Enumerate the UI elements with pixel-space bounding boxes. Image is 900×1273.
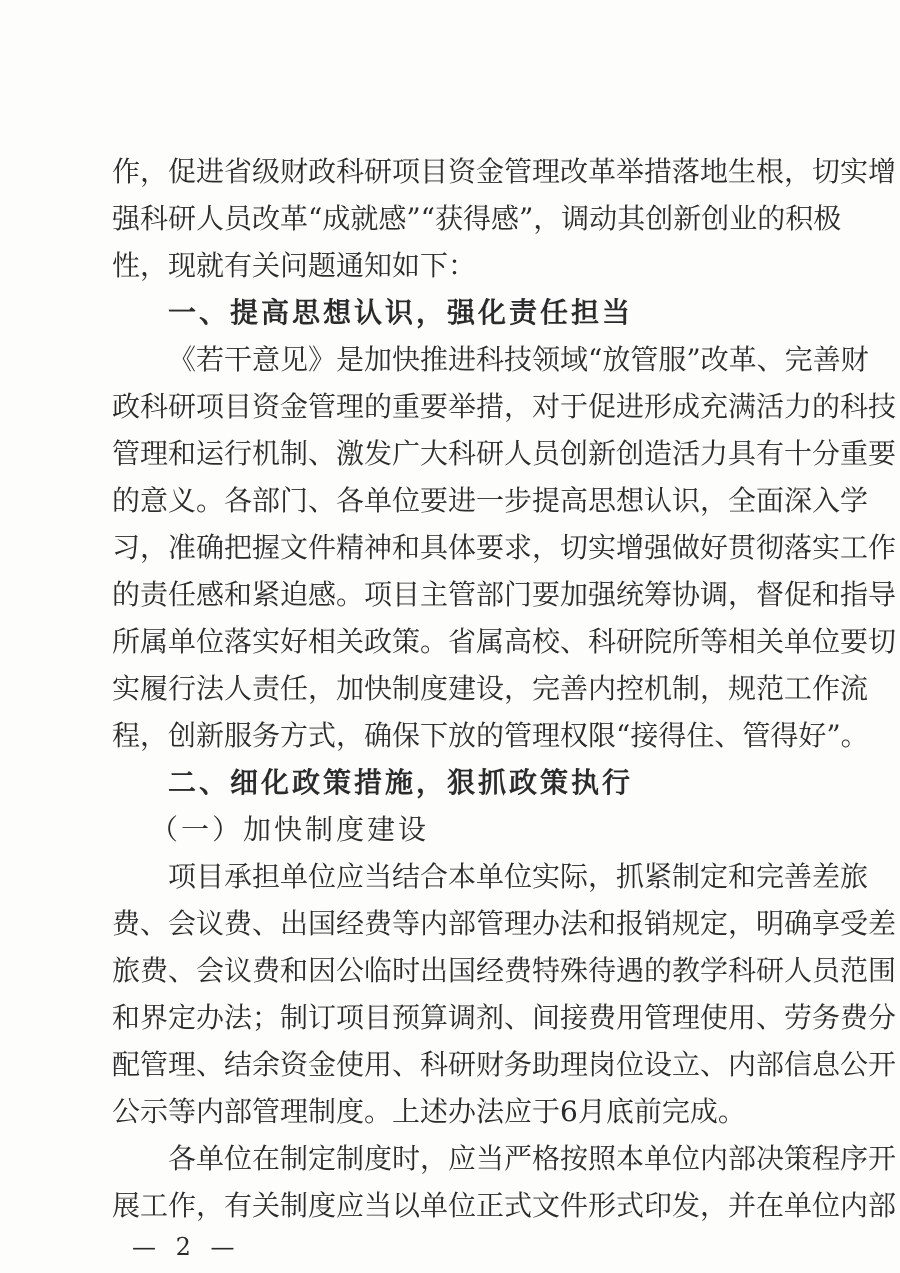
body-line: 的责任感和紧迫感。项目主管部门要加强统筹协调，督促和指导 xyxy=(112,578,897,611)
section-heading-1: 一、提高思想认识，强化责任担当 xyxy=(168,296,634,329)
body-line: 的意义。各部门、各单位要进一步提高思想认识，全面深入学 xyxy=(112,484,869,517)
body-line: 展工作，有关制度应当以单位正式文件形式印发，并在单位内部 xyxy=(112,1189,897,1222)
body-line: 作，促进省级财政科研项目资金管理改革举措落地生根，切实增 xyxy=(112,155,897,188)
body-line: 费、会议费、出国经费等内部管理办法和报销规定，明确享受差 xyxy=(112,907,897,940)
subsection-heading: （一）加快制度建设 xyxy=(150,813,430,846)
body-line: 实履行法人责任，加快制度建设，完善内控机制，规范工作流 xyxy=(112,672,869,705)
body-line: 程，创新服务方式，确保下放的管理权限“接得住、管得好”。 xyxy=(112,719,869,752)
body-line: 旅费、会议费和因公临时出国经费特殊待遇的教学科研人员范围 xyxy=(112,954,897,987)
body-line: 配管理、结余资金使用、科研财务助理岗位设立、内部信息公开 xyxy=(112,1048,897,1081)
body-line: 政科研项目资金管理的重要举措，对于促进形成充满活力的科技 xyxy=(112,390,897,423)
body-line: 强科研人员改革“成就感”“获得感”，调动其创新创业的积极 xyxy=(112,202,842,235)
section-heading-2: 二、细化政策措施，狠抓政策执行 xyxy=(168,766,634,799)
body-line: 管理和运行机制、激发广大科研人员创新创造活力具有十分重要 xyxy=(112,437,897,470)
body-line: 《若干意见》是加快推进科技领域“放管服”改革、完善财 xyxy=(168,343,869,376)
body-line: 所属单位落实好相关政策。省属高校、科研院所等相关单位要切 xyxy=(112,625,897,658)
body-line: 性，现就有关问题通知如下： xyxy=(112,249,477,282)
page-number: — 2 — xyxy=(132,1233,241,1261)
body-line: 习，准确把握文件精神和具体要求，切实增强做好贯彻落实工作 xyxy=(112,531,897,564)
body-line: 公示等内部管理制度。上述办法应于6月底前完成。 xyxy=(112,1095,746,1128)
body-line: 项目承担单位应当结合本单位实际，抓紧制定和完善差旅 xyxy=(168,860,869,893)
body-line: 各单位在制定制度时，应当严格按照本单位内部决策程序开 xyxy=(168,1142,897,1175)
body-line: 和界定办法；制订项目预算调剂、间接费用管理使用、劳务费分 xyxy=(112,1001,897,1034)
